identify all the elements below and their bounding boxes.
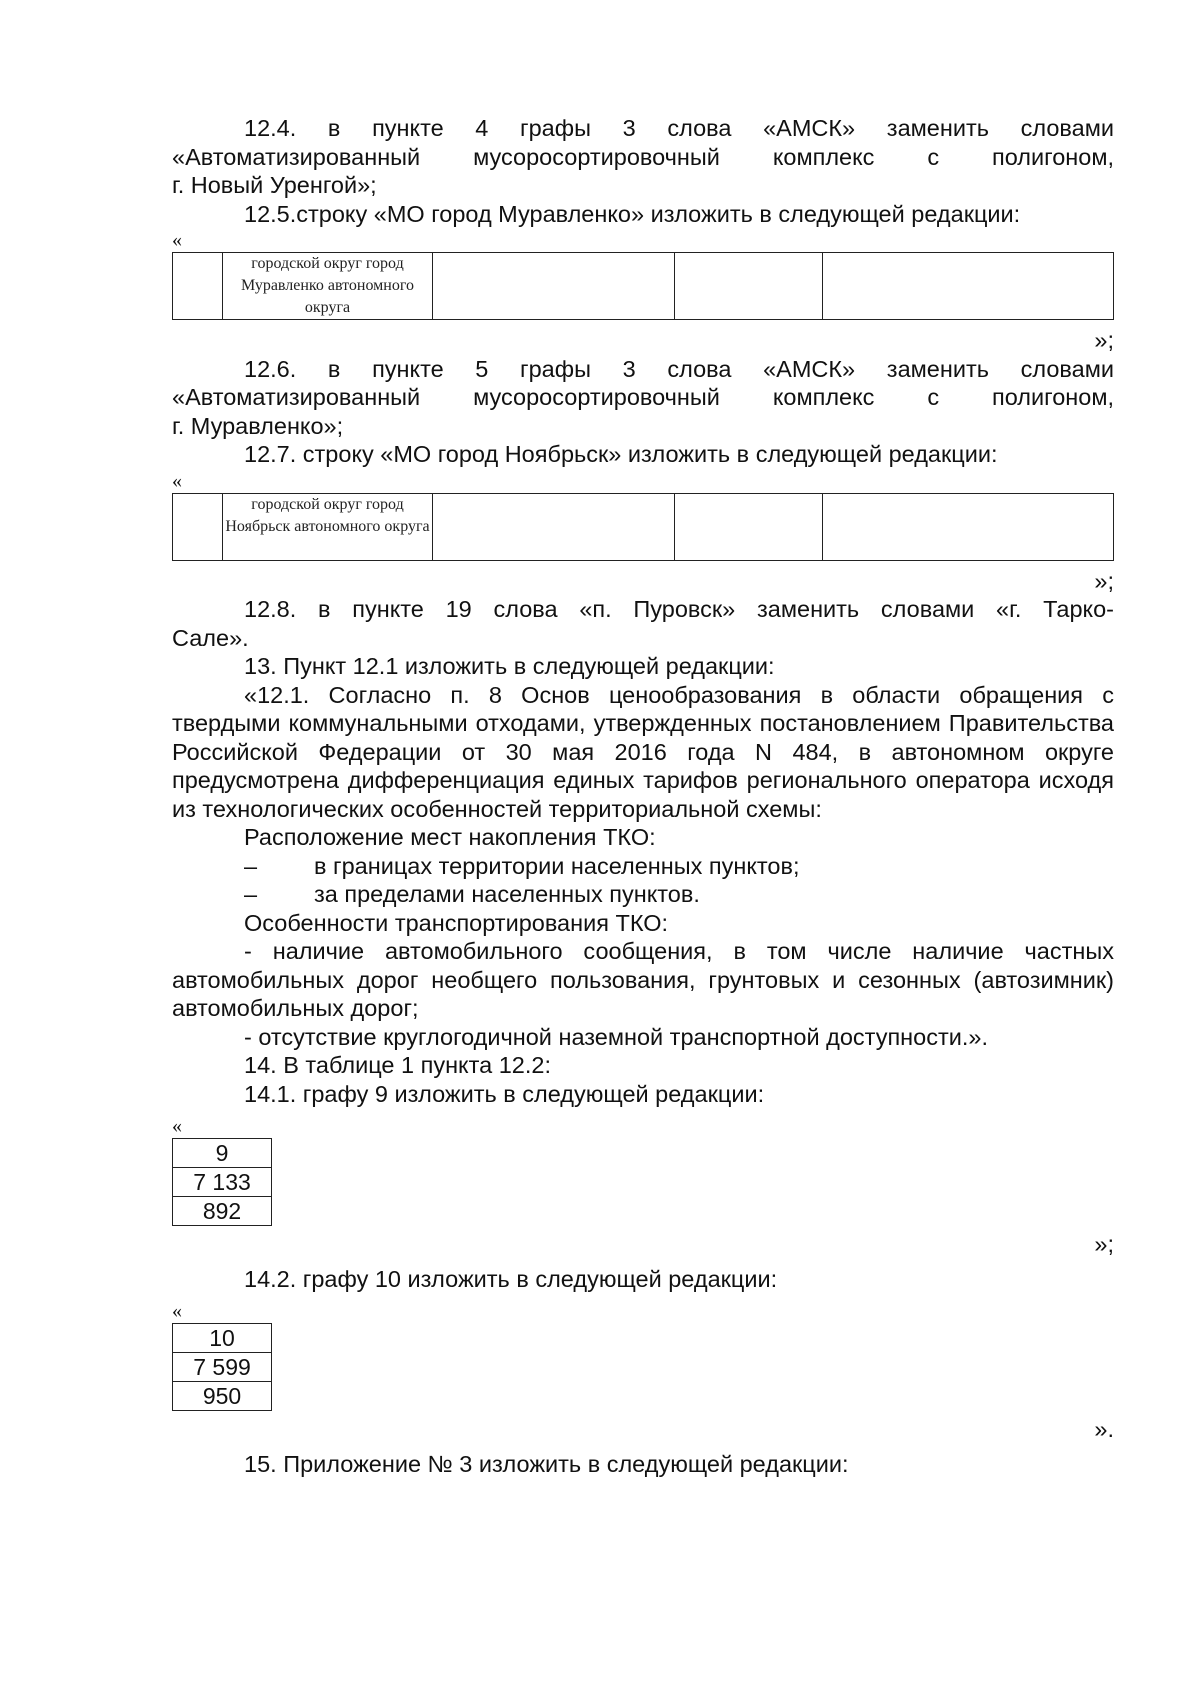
quote-close: »; [1094,1231,1114,1257]
table-cell [823,493,1114,560]
p12-8-line1: 12.8. в пункте 19 слова «п. Пуровск» заменить словами «г. Тарко- [244,596,1114,622]
table-row [173,1353,272,1382]
quote-close: »; [1094,327,1114,353]
list-item-text: в границах территории населенных пунктов; [314,852,800,879]
p12-1-quote: «12.1. Согласно п. 8 Основ ценообразования в области обращения с твердыми коммунальными отходами, утвержденных постановлением Правительства Российской Федерации от 30 мая 2016 года N 484, в автономном округе предусмотрена дифференциация единых тарифов регионального оператора исходя из технологических особенностей территориальной схемы: [172,681,1114,822]
table-cell [173,493,223,560]
table-cell [173,253,223,320]
municipality-name: городской округ город Муравленко автономного округа [223,253,433,320]
quote-close: ». [1094,1416,1114,1442]
table-cell [433,253,675,320]
table-row [173,1324,272,1353]
table-cell: 7 133 [173,1168,272,1197]
table-cell: 9 [173,1139,272,1168]
municipality-name: городской округ город Ноябрьск автономного округа [223,493,433,560]
p12-8-line2: Сале». [172,624,249,651]
p12-7: 12.7. строку «МО город Ноябрьск» изложить в следующей редакции: [244,441,998,467]
table-row [173,1168,272,1197]
p12-6-line3: г. Муравленко»; [172,412,344,439]
p12-6-line1: 12.6. в пункте 5 графы 3 слова «АМСК» заменить словами [244,355,1114,382]
column-9-table [172,1138,272,1226]
dash-marker: – [244,881,258,907]
p12-4-line2: «Автоматизированный мусоросортировочный комплекс с полигоном, [172,143,1114,170]
table-row [173,253,1114,320]
table-row [173,1197,272,1226]
p12-4-line1: 12.4. в пункте 4 графы 3 слова «АМСК» заменить словами [244,115,1114,141]
table-row [173,1382,272,1411]
table-cell [675,493,823,560]
table-cell [823,253,1114,320]
list-item-text: за пределами населенных пунктов. [314,881,700,907]
transport-heading: Особенности транспортирования ТКО: [244,909,669,936]
p12-4-line3: г. Новый Уренгой»; [172,172,377,198]
p14: 14. В таблице 1 пункта 12.2: [244,1052,551,1078]
table-row [173,493,1114,560]
table-cell: 892 [173,1197,272,1226]
p13: 13. Пункт 12.1 изложить в следующей редакции: [244,653,775,679]
quote-open: « [172,1300,182,1322]
column-10-table [172,1323,272,1411]
p14-2: 14.2. графу 10 изложить в следующей редакции: [244,1265,778,1292]
placement-heading: Расположение мест накопления ТКО: [244,824,656,850]
list-item [172,852,1114,881]
quote-open: « [172,1115,182,1137]
transport-item-1: - наличие автомобильного сообщения, в том числе наличие частных автомобильных дорог необщего пользования, грунтовых и сезонных (автозимник) автомобильных дорог; [172,938,1114,1021]
quote-open: « [172,229,182,251]
transport-item-2: - отсутствие круглогодичной наземной транспортной доступности.». [244,1023,988,1050]
table-cell: 10 [173,1324,272,1353]
table-cell [433,493,675,560]
table-cell: 7 599 [173,1353,272,1382]
table-noyabrsk [172,493,1114,561]
table-cell [675,253,823,320]
quote-close: »; [1094,567,1114,594]
p14-1: 14.1. графу 9 изложить в следующей редакции: [244,1080,765,1107]
table-muravlenko [172,252,1114,320]
dash-marker: – [244,852,258,879]
p12-6-line2: «Автоматизированный мусоросортировочный комплекс с полигоном, [172,384,1114,410]
quote-open: « [172,469,182,492]
p15: 15. Приложение № 3 изложить в следующей редакции: [244,1450,849,1477]
table-row [173,1139,272,1168]
table-cell: 950 [173,1382,272,1411]
p12-5: 12.5.строку «МО город Муравленко» изложить в следующей редакции: [244,200,1021,227]
list-item [172,880,1114,909]
